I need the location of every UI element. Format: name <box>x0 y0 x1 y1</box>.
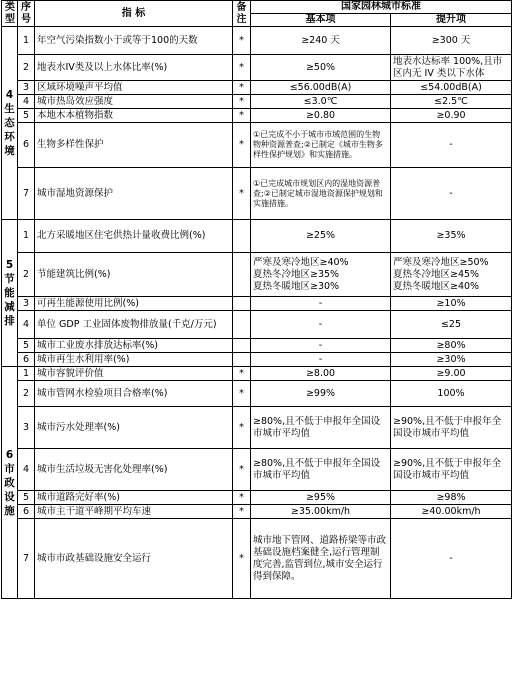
table-row <box>2 339 512 353</box>
note-cell <box>233 311 251 339</box>
note-cell: * <box>233 449 251 491</box>
table-row <box>2 311 512 339</box>
header-note: 备注 <box>233 1 251 27</box>
row-number: 3 <box>18 407 35 449</box>
basic-cell: ≥35.00km/h <box>251 505 391 519</box>
row-number: 2 <box>18 55 35 81</box>
indicator-cell: 城市容貌评价值 <box>35 367 233 381</box>
advanced-cell: 地表水达标率 100%,且市区内无 IV 类以下水体 <box>391 55 512 81</box>
basic-cell: ≥99% <box>251 381 391 407</box>
basic-cell: ≥95% <box>251 491 391 505</box>
indicator-cell: 城市热岛效应强度 <box>35 95 233 109</box>
indicator-cell: 城市污水处理率(%) <box>35 407 233 449</box>
indicator-cell: 城市主干道平峰期平均车速 <box>35 505 233 519</box>
indicator-cell: 城市市政基础设施安全运行 <box>35 519 233 599</box>
advanced-cell: - <box>391 168 512 220</box>
row-number: 5 <box>18 339 35 353</box>
table-row <box>2 297 512 311</box>
note-cell: * <box>233 95 251 109</box>
advanced-cell: ≤2.5℃ <box>391 95 512 109</box>
basic-cell: ≥0.80 <box>251 109 391 123</box>
basic-cell: - <box>251 339 391 353</box>
table-row <box>2 353 512 367</box>
note-cell <box>233 220 251 253</box>
indicator-cell: 城市道路完好率(%) <box>35 491 233 505</box>
basic-cell: - <box>251 311 391 339</box>
note-cell: * <box>233 109 251 123</box>
advanced-cell: ≥9.00 <box>391 367 512 381</box>
indicator-cell: 城市湿地资源保护 <box>35 168 233 220</box>
advanced-cell: ≥90%,且不低于申报年全国设市城市平均值 <box>391 449 512 491</box>
note-cell <box>233 253 251 297</box>
row-number: 7 <box>18 168 35 220</box>
indicator-cell: 城市管网水检验项目合格率(%) <box>35 381 233 407</box>
basic-cell: ≤56.00dB(A) <box>251 81 391 95</box>
row-number: 6 <box>18 123 35 168</box>
note-cell: * <box>233 168 251 220</box>
note-cell: * <box>233 381 251 407</box>
indicator-cell: 本地木本植物指数 <box>35 109 233 123</box>
basic-cell: 城市地下管网、道路桥梁等市政基础设施档案健全,运行管理制度完善,监管到位,城市安全运行得到保障。 <box>251 519 391 599</box>
table-row <box>2 407 512 449</box>
advanced-cell: ≥80% <box>391 339 512 353</box>
note-cell <box>233 297 251 311</box>
indicator-cell: 城市再生水利用率(%) <box>35 353 233 367</box>
header-indicator: 指 标 <box>35 1 233 27</box>
table-row <box>2 519 512 599</box>
table-row <box>2 491 512 505</box>
row-number: 6 <box>18 505 35 519</box>
row-number: 4 <box>18 449 35 491</box>
advanced-cell: ≥90%,且不低于申报年全国设市城市平均值 <box>391 407 512 449</box>
indicator-cell: 北方采暖地区住宅供热计量收费比例(%) <box>35 220 233 253</box>
category-cell <box>2 220 18 367</box>
row-number: 3 <box>18 81 35 95</box>
table-row <box>2 27 512 55</box>
note-cell: * <box>233 55 251 81</box>
category-label: 5节能减排 <box>4 259 15 327</box>
advanced-cell: ≤54.00dB(A) <box>391 81 512 95</box>
table-row <box>2 367 512 381</box>
note-cell: * <box>233 519 251 599</box>
advanced-cell: ≥35% <box>391 220 512 253</box>
category-cell <box>2 367 18 599</box>
basic-cell: ≥240 天 <box>251 27 391 55</box>
basic-cell: - <box>251 353 391 367</box>
basic-cell: ≥80%,且不低于申报年全国设市城市平均值 <box>251 449 391 491</box>
note-cell: * <box>233 81 251 95</box>
note-cell: * <box>233 491 251 505</box>
basic-cell: - <box>251 297 391 311</box>
basic-cell: ①已完成不小于城市市域范围的生物物种资源普查;②已制定《城市生物多样性保护规划》和实施措施。 <box>251 123 391 168</box>
table-row <box>2 381 512 407</box>
note-cell: * <box>233 505 251 519</box>
advanced-cell: ≤25 <box>391 311 512 339</box>
note-cell: * <box>233 123 251 168</box>
indicator-cell: 单位 GDP 工业固体废物排放量(千克/万元) <box>35 311 233 339</box>
table-row <box>2 109 512 123</box>
row-number: 7 <box>18 519 35 599</box>
advanced-cell: 100% <box>391 381 512 407</box>
table-row <box>2 220 512 253</box>
header-number: 序号 <box>18 1 35 27</box>
header-basic: 基本项 <box>251 14 391 27</box>
advanced-cell: ≥30% <box>391 353 512 367</box>
advanced-cell: - <box>391 123 512 168</box>
header-category: 类型 <box>2 1 18 27</box>
standards-table <box>1 0 512 599</box>
row-number: 4 <box>18 311 35 339</box>
row-number: 4 <box>18 95 35 109</box>
row-number: 5 <box>18 109 35 123</box>
row-number: 5 <box>18 491 35 505</box>
table-row <box>2 505 512 519</box>
table-row <box>2 55 512 81</box>
table-row <box>2 81 512 95</box>
basic-cell: ≥25% <box>251 220 391 253</box>
row-number: 1 <box>18 27 35 55</box>
indicator-cell: 节能建筑比例(%) <box>35 253 233 297</box>
basic-cell: ≥50% <box>251 55 391 81</box>
advanced-cell: ≥98% <box>391 491 512 505</box>
note-cell: * <box>233 407 251 449</box>
header-advanced: 提升项 <box>391 14 512 27</box>
row-number: 2 <box>18 253 35 297</box>
row-number: 1 <box>18 220 35 253</box>
note-cell <box>233 353 251 367</box>
row-number: 6 <box>18 353 35 367</box>
basic-cell: ≥80%,且不低于申报年全国设市城市平均值 <box>251 407 391 449</box>
table-row <box>2 449 512 491</box>
note-cell: * <box>233 367 251 381</box>
row-number: 3 <box>18 297 35 311</box>
note-cell <box>233 339 251 353</box>
table-row <box>2 123 512 168</box>
row-number: 2 <box>18 381 35 407</box>
table-row <box>2 95 512 109</box>
category-label: 4生态环境 <box>4 89 15 157</box>
basic-cell: ≤3.0℃ <box>251 95 391 109</box>
indicator-cell: 城市工业废水排放达标率(%) <box>35 339 233 353</box>
indicator-cell: 生物多样性保护 <box>35 123 233 168</box>
basic-cell: ①已完成城市规划区内的湿地资源普查;②已制定城市湿地资源保护规划和实施措施。 <box>251 168 391 220</box>
indicator-cell: 年空气污染指数小于或等于100的天数 <box>35 27 233 55</box>
note-cell: * <box>233 27 251 55</box>
advanced-cell: - <box>391 519 512 599</box>
advanced-cell: ≥10% <box>391 297 512 311</box>
advanced-cell: ≥300 天 <box>391 27 512 55</box>
row-number: 1 <box>18 367 35 381</box>
indicator-cell: 可再生能源使用比例(%) <box>35 297 233 311</box>
table-row <box>2 168 512 220</box>
category-label: 6市政设施 <box>4 448 15 517</box>
indicator-cell: 区域环境噪声平均值 <box>35 81 233 95</box>
advanced-cell: ≥40.00km/h <box>391 505 512 519</box>
indicator-cell: 地表水IV类及以上水体比率(%) <box>35 55 233 81</box>
category-cell <box>2 27 18 220</box>
basic-cell: 严寒及寒冷地区≥40% 夏热冬冷地区≥35% 夏热冬暖地区≥30% <box>251 253 391 297</box>
header-standard-group: 国家园林城市标准 <box>251 1 512 14</box>
table-row <box>2 253 512 297</box>
basic-cell: ≥8.00 <box>251 367 391 381</box>
advanced-cell: ≥0.90 <box>391 109 512 123</box>
indicator-cell: 城市生活垃圾无害化处理率(%) <box>35 449 233 491</box>
advanced-cell: 严寒及寒冷地区≥50% 夏热冬冷地区≥45% 夏热冬暖地区≥40% <box>391 253 512 297</box>
